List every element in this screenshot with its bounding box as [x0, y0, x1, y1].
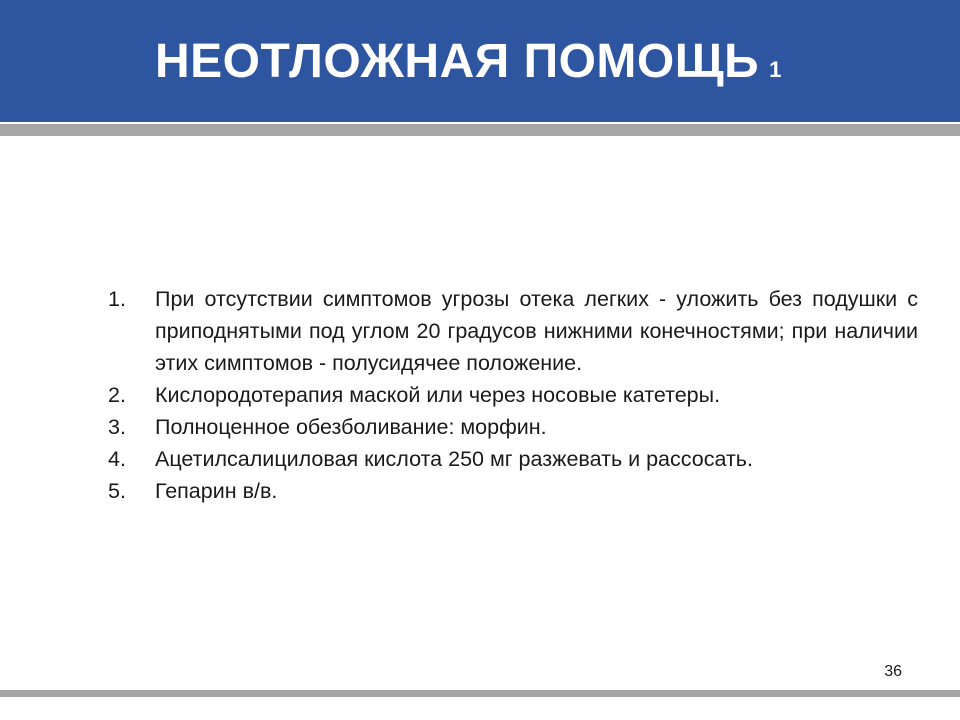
list-item: [108, 475, 918, 507]
list-item-text: Полноценное обезболивание: морфин.: [155, 415, 547, 439]
title-banner: [0, 0, 960, 122]
list-item-number: 4.: [108, 447, 126, 471]
list-item-text: Кислородотерапия маской или через носовые катетеры.: [155, 383, 721, 407]
list-item-number: 1.: [108, 287, 126, 311]
list-item-number: 5.: [108, 479, 126, 503]
page-number: 36: [884, 663, 902, 680]
slide-title-suffix: 1: [769, 57, 782, 82]
list-item-text: При отсутствии симптомов угрозы отека легких - уложить без подушки с приподнятыми под углом 20 градусов нижними конечностями; при наличии этих симптомов - полусидячее положение.: [155, 287, 918, 375]
bottom-divider-bar: [0, 690, 960, 697]
slide-title: [155, 34, 782, 98]
top-divider-bar: [0, 124, 960, 136]
list-item: [108, 443, 918, 475]
treatment-list: [108, 283, 918, 507]
list-item-text: Ацетилсалициловая кислота 250 мг разжевать и рассосать.: [155, 447, 753, 471]
list-item-number: 2.: [108, 383, 126, 407]
list-item-text: Гепарин в/в.: [155, 479, 278, 503]
list-item: [108, 411, 918, 443]
list-item: [108, 379, 918, 411]
list-item: [108, 283, 918, 379]
slide-title-text: НЕОТЛОЖНАЯ ПОМОЩЬ: [155, 35, 760, 88]
list-item-number: 3.: [108, 415, 126, 439]
